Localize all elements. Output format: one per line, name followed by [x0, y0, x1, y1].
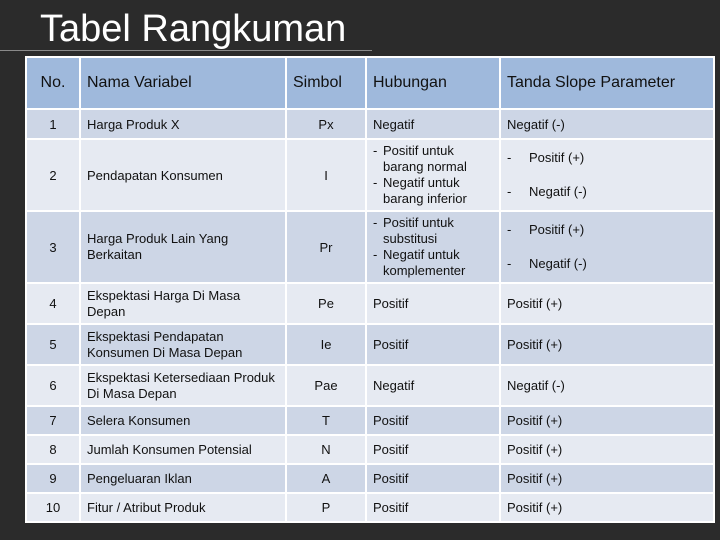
row-variable-name: Ekspektasi Pendapatan Konsumen Di Masa Depan — [80, 324, 286, 365]
row-slope: Positif (+) — [500, 435, 714, 464]
header-relation: Hubungan — [366, 57, 500, 109]
table-row — [26, 435, 714, 464]
row-variable-name: Pengeluaran Iklan — [80, 464, 286, 493]
table-row — [26, 211, 714, 283]
row-no: 2 — [26, 139, 80, 211]
row-no: 1 — [26, 109, 80, 139]
row-symbol: Pe — [286, 283, 366, 324]
row-slope — [500, 211, 714, 283]
row-symbol: T — [286, 406, 366, 435]
table-row — [26, 283, 714, 324]
row-symbol: Pr — [286, 211, 366, 283]
row-no: 9 — [26, 464, 80, 493]
row-no: 7 — [26, 406, 80, 435]
row-slope: Positif (+) — [500, 324, 714, 365]
row-variable-name: Selera Konsumen — [80, 406, 286, 435]
row-variable-name: Pendapatan Konsumen — [80, 139, 286, 211]
row-slope: Positif (+) — [500, 406, 714, 435]
row-variable-name: Jumlah Konsumen Potensial — [80, 435, 286, 464]
relation-item: - Negatif untuk barang inferior — [373, 175, 467, 206]
row-no: 3 — [26, 211, 80, 283]
row-variable-name: Ekspektasi Harga Di Masa Depan — [80, 283, 286, 324]
row-variable-name: Harga Produk X — [80, 109, 286, 139]
row-relation: Positif — [366, 324, 500, 365]
table-row — [26, 493, 714, 522]
row-relation — [366, 211, 500, 283]
row-relation: Positif — [366, 435, 500, 464]
row-relation: Positif — [366, 464, 500, 493]
table-row — [26, 139, 714, 211]
row-relation: Positif — [366, 493, 500, 522]
header-name: Nama Variabel — [80, 57, 286, 109]
row-no: 5 — [26, 324, 80, 365]
row-symbol: A — [286, 464, 366, 493]
table-row — [26, 464, 714, 493]
header-slope: Tanda Slope Parameter — [500, 57, 714, 109]
page-title: Tabel Rangkuman — [40, 8, 347, 50]
row-no: 10 — [26, 493, 80, 522]
row-relation: Positif — [366, 406, 500, 435]
row-slope: Positif (+) — [500, 283, 714, 324]
summary-table — [25, 56, 715, 523]
row-no: 8 — [26, 435, 80, 464]
slope-item: - Positif (+) — [507, 222, 585, 237]
row-variable-name: Harga Produk Lain Yang Berkaitan — [80, 211, 286, 283]
slope-item: - Negatif (-) — [507, 184, 587, 199]
row-relation: Positif — [366, 283, 500, 324]
table-row — [26, 324, 714, 365]
row-symbol: Pae — [286, 365, 366, 406]
table-row — [26, 109, 714, 139]
row-relation: Negatif — [366, 365, 500, 406]
row-no: 6 — [26, 365, 80, 406]
row-variable-name: Fitur / Atribut Produk — [80, 493, 286, 522]
row-relation: Negatif — [366, 109, 500, 139]
row-symbol: N — [286, 435, 366, 464]
slope-item: - Negatif (-) — [507, 256, 587, 271]
row-variable-name: Ekspektasi Ketersediaan Produk Di Masa Depan — [80, 365, 286, 406]
row-symbol: Px — [286, 109, 366, 139]
table-row — [26, 365, 714, 406]
row-slope: Positif (+) — [500, 493, 714, 522]
row-symbol: I — [286, 139, 366, 211]
row-symbol: Ie — [286, 324, 366, 365]
row-relation — [366, 139, 500, 211]
row-slope: Negatif (-) — [500, 365, 714, 406]
header-row — [26, 57, 714, 109]
title-divider — [0, 50, 372, 51]
relation-item: - Negatif untuk komplementer — [373, 247, 466, 278]
row-slope — [500, 139, 714, 211]
row-slope: Negatif (-) — [500, 109, 714, 139]
row-slope: Positif (+) — [500, 464, 714, 493]
relation-item: - Positif untuk substitusi — [373, 215, 454, 246]
row-symbol: P — [286, 493, 366, 522]
slope-item: - Positif (+) — [507, 150, 585, 165]
header-symbol: Simbol — [286, 57, 366, 109]
row-no: 4 — [26, 283, 80, 324]
table-row — [26, 406, 714, 435]
header-no: No. — [26, 57, 80, 109]
relation-item: - Positif untuk barang normal — [373, 143, 467, 174]
